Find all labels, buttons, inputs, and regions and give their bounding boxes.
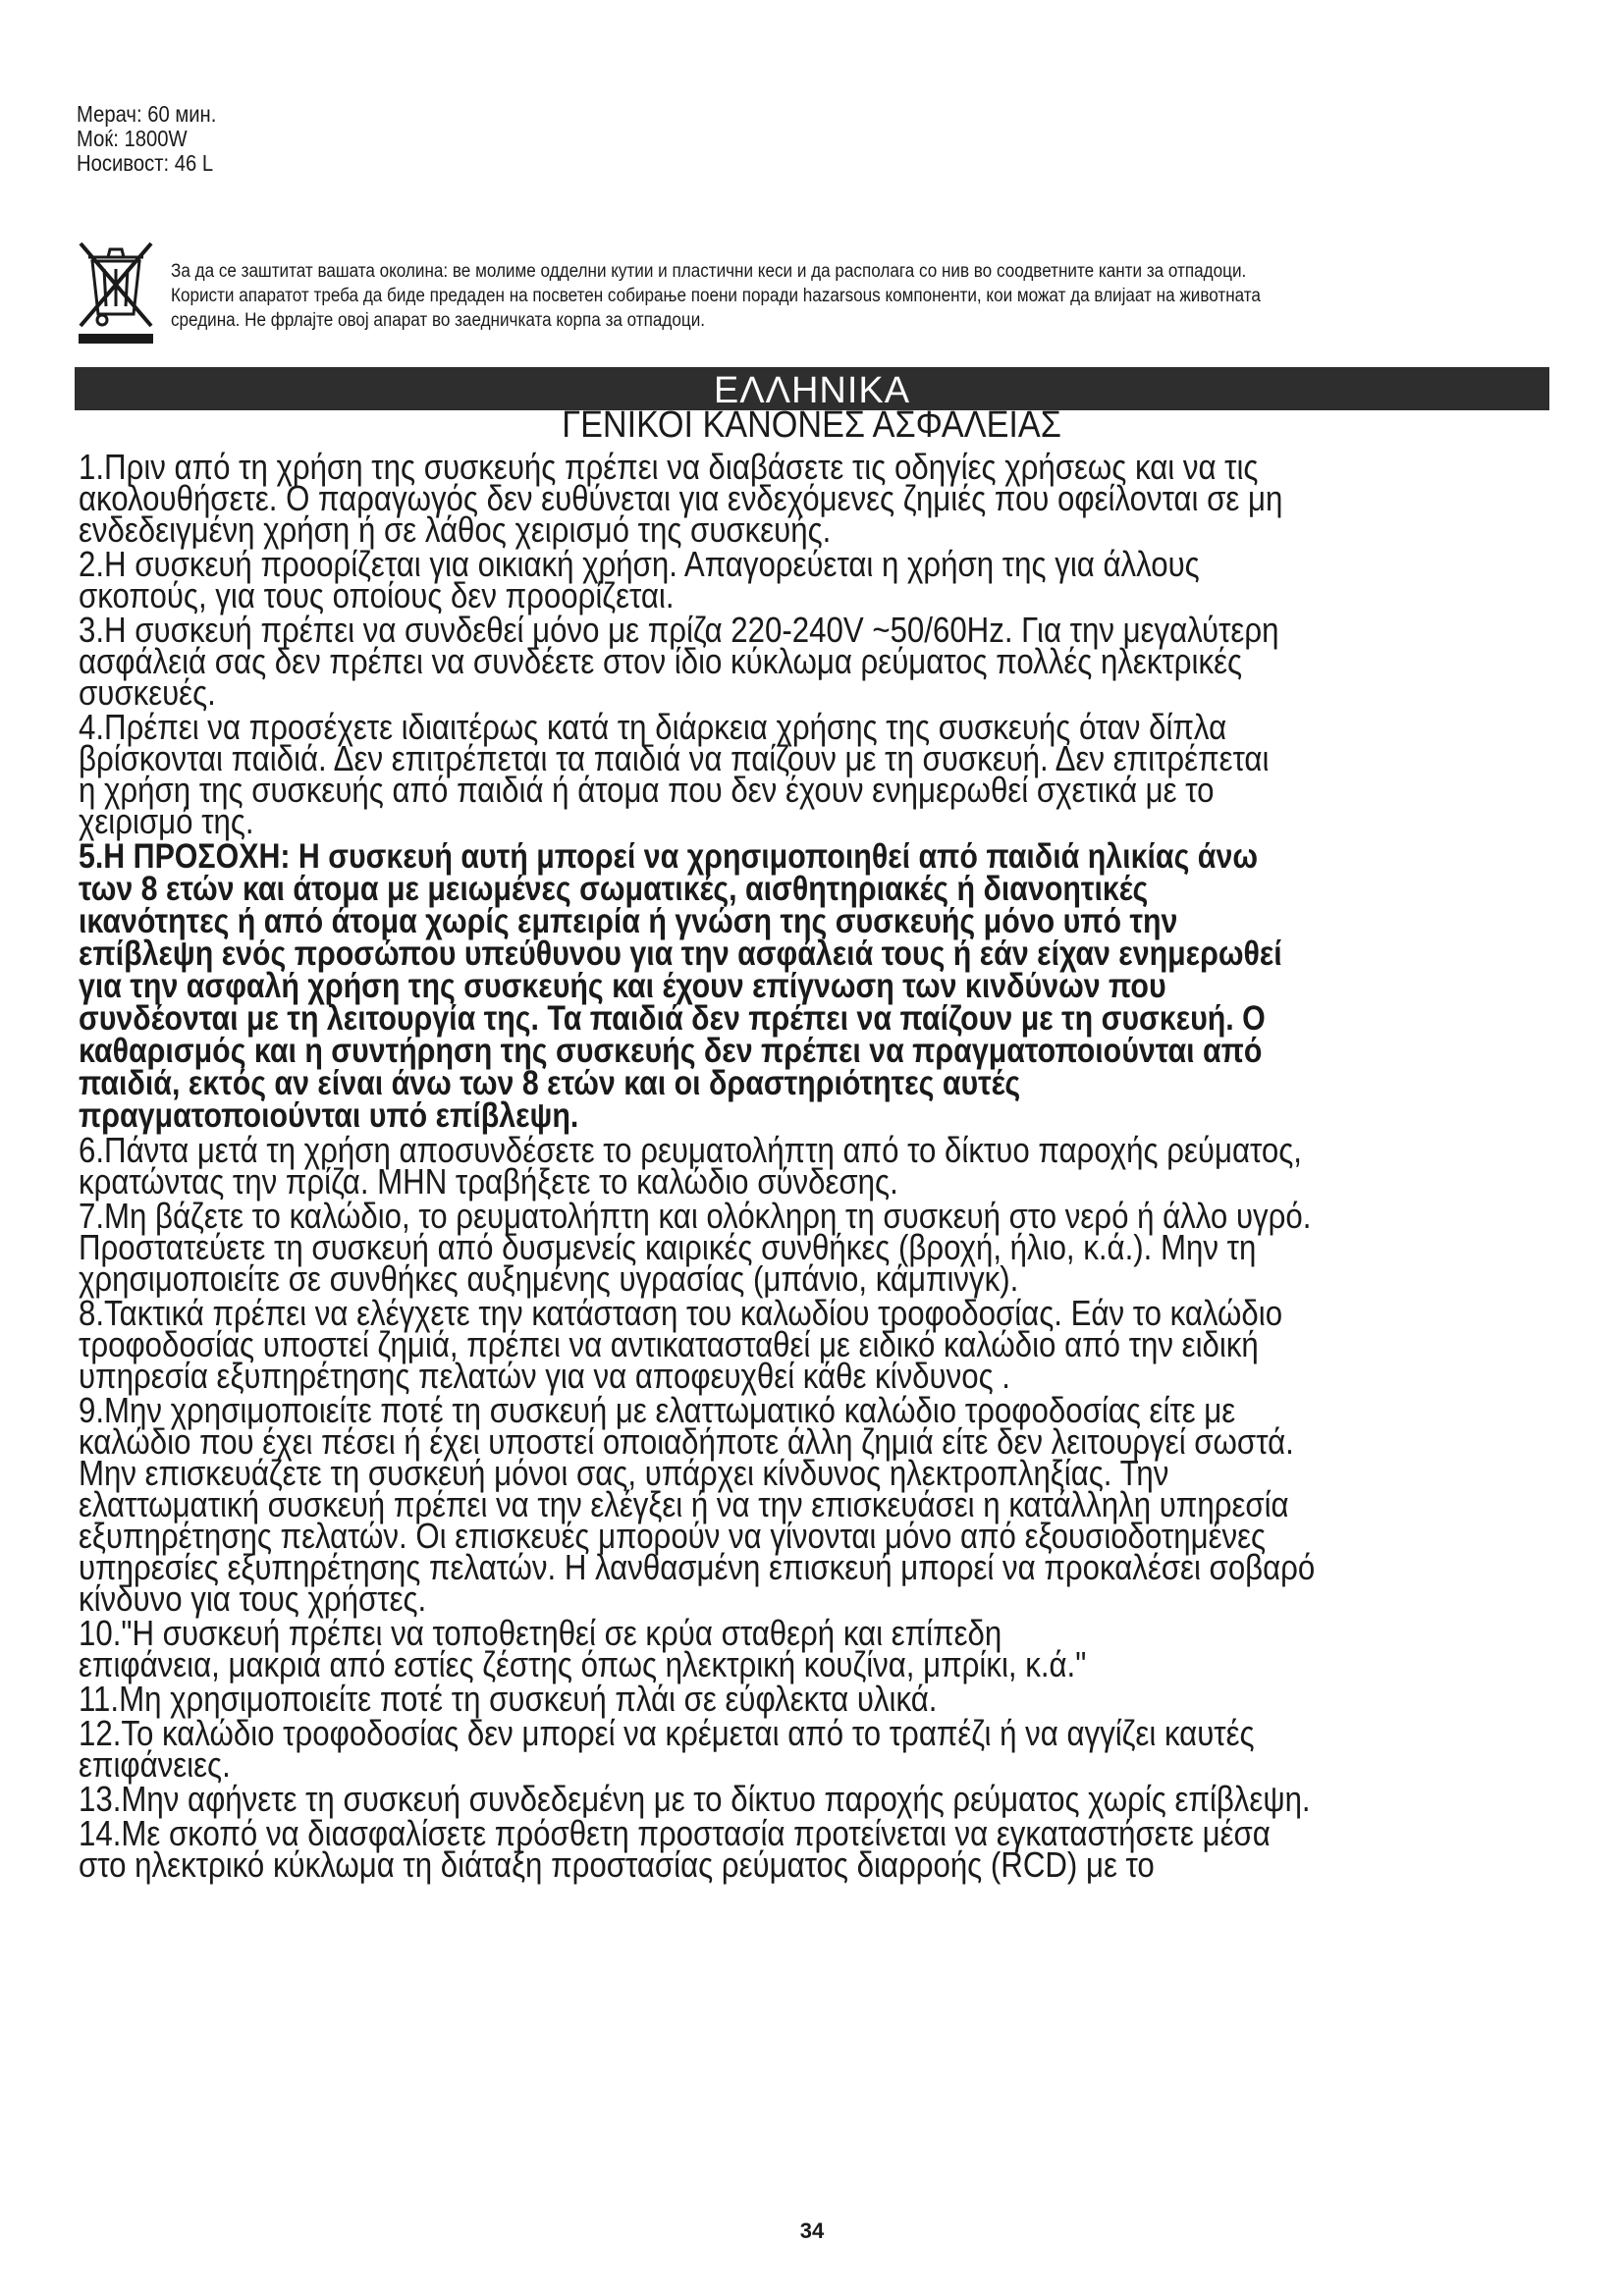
rule-line: 5.Η ΠΡΟΣΟΧΗ: Η συσκευή αυτή μπορεί να χρησιμοποιηθεί από παιδιά ηλικίας άνω xyxy=(79,837,1258,876)
rule-line: 12.Το καλώδιο τροφοδοσίας δεν μπορεί να κρέμεται από το τραπέζι ή να αγγίζει καυτές xyxy=(79,1713,1255,1753)
rule-line: 4.Πρέπει να προσέχετε ιδιαιτέρως κατά τη διάρκεια χρήσης της συσκευής όταν δίπλα xyxy=(79,707,1227,747)
rule-line: στο ηλεκτρικό κύκλωμα τη διάταξη προστασίας ρεύματος διαρροής (RCD) με το xyxy=(79,1844,1155,1885)
rule-line: πραγματοποιούνται υπό επίβλεψη. xyxy=(79,1096,579,1135)
safety-rule-8 xyxy=(79,1293,1551,1396)
safety-rule-9 xyxy=(79,1390,1551,1619)
rule-line: Μην επισκευάζετε τη συσκευή μόνοι σας, υπάρχει κίνδυνος ηλεκτροπληξίας. Την xyxy=(79,1453,1169,1493)
safety-rule-6 xyxy=(79,1130,1551,1201)
rule-line: χειρισμό της. xyxy=(79,801,254,841)
safety-rule-10 xyxy=(79,1613,1551,1684)
rule-line: 11.Μη χρησιμοποιείτε ποτέ τη συσκευή πλάι σε εύφλεκτα υλικά. xyxy=(79,1679,938,1719)
rule-line: παιδιά, εκτός αν είναι άνω των 8 ετών και οι δραστηριότητες αυτές xyxy=(79,1064,1021,1102)
safety-rule-4 xyxy=(79,707,1551,841)
rule-line: καθαρισμός και η συντήρηση της συσκευής δεν πρέπει να πραγματοποιούνται από xyxy=(79,1032,1263,1070)
rule-line: για την ασφαλή χρήση της συσκευής και έχουν επίγνωση των κινδύνων που xyxy=(79,967,1166,1005)
rule-line: η χρήση της συσκευής από παιδιά ή άτομα που δεν έχουν ενημερωθεί σχετικά με το xyxy=(79,770,1215,810)
rule-line: συσκευές. xyxy=(79,672,216,713)
rule-line: τροφοδοσίας υποστεί ζημιά, πρέπει να αντικατασταθεί με ειδικό καλώδιο από την ειδική xyxy=(79,1324,1259,1364)
section-title-text: ΓΕΝΙΚΟΙ ΚΑΝΟΝΕΣ ΑΣΦΑΛΕΙΑΣ xyxy=(562,404,1062,446)
rule-line: 9.Μην χρησιμοποιείτε ποτέ τη συσκευή με ελαττωματικό καλώδιο τροφοδοσίας είτε με xyxy=(79,1390,1236,1430)
safety-rule-5 xyxy=(79,837,1551,1135)
rule-line: 14.Με σκοπό να διασφαλίσετε πρόσθετη προστασία προτείνεται να εγκαταστήσετε μέσα xyxy=(79,1813,1271,1853)
rule-line: ενδεδειγμένη χρήση ή σε λάθος χειρισμό της συσκευής. xyxy=(79,509,832,550)
rule-line: Προστατεύετε τη συσκευή από δυσμενείς καιρικές συνθήκες (βροχή, ήλιο, κ.ά.). Μην τη xyxy=(79,1227,1257,1267)
spec-timer: Мерач: 60 мин. xyxy=(77,101,217,127)
rule-line: 1.Πριν από τη χρήση της συσκευής πρέπει να διαβάσετε τις οδηγίες χρήσεως και να τις xyxy=(79,447,1259,487)
environment-notice xyxy=(171,259,1585,333)
safety-rule-12 xyxy=(79,1713,1551,1785)
safety-rule-3 xyxy=(79,610,1551,713)
rule-line: επιφάνειες. xyxy=(79,1744,231,1785)
rule-line: ικανότητες ή από άτομα χωρίς εμπειρία ή γνώση της συσκευής μόνο υπό την xyxy=(79,902,1178,940)
rule-line: επιφάνεια, μακριά από εστίες ζέστης όπως ηλεκτρική κουζίνα, μπρίκι, κ.ά." xyxy=(79,1644,1087,1684)
rule-line: 3.Η συσκευή πρέπει να συνδεθεί μόνο με πρίζα 220-240V ~50/60Hz. Για την μεγαλύτερη xyxy=(79,610,1279,650)
safety-rule-13 xyxy=(79,1779,1551,1819)
safety-rule-14 xyxy=(79,1813,1551,1885)
rule-line: 2.Η συσκευή προορίζεται για οικιακή χρήση. Απαγορεύεται η χρήση της για άλλους xyxy=(79,544,1200,584)
rule-line: 6.Πάντα μετά τη χρήση αποσυνδέσετε το ρευματολήπτη από το δίκτυο παροχής ρεύματος, xyxy=(79,1130,1302,1170)
env-line: За да се заштитат вашата околина: ве молиме одделни кутии и пластични кеси и да располага со нив во соодветните канти за отпадоци. xyxy=(171,261,1247,282)
rule-line: βρίσκονται παιδιά. Δεν επιτρέπεται τα παιδιά να παίζουν με τη συσκευή. Δεν επιτρέπεται xyxy=(79,738,1270,778)
rule-line: ελαττωματική συσκευή πρέπει να την ελέγξει ή να την επισκευάσει η κατάλληλη υπηρεσία xyxy=(79,1484,1289,1524)
env-line: средина. Не фрлајте овој апарат во заедничката корпа за отпадоци. xyxy=(171,310,705,331)
safety-rules-body xyxy=(79,447,1551,1885)
specifications xyxy=(77,102,595,176)
crossed-out-wheelie-bin-icon xyxy=(75,236,157,346)
rule-line: κίνδυνο για τους χρήστες. xyxy=(79,1578,427,1619)
rule-line: υπηρεσίες εξυπηρέτησης πελατών. Η λανθασμένη επισκευή μπορεί να προκαλέσει σοβαρό xyxy=(79,1547,1316,1587)
page-number: 34 xyxy=(799,2218,825,2243)
rule-line: εξυπηρέτησης πελατών. Οι επισκευές μπορούν να γίνονται μόνο από εξουσιοδοτημένες xyxy=(79,1516,1267,1556)
safety-rule-7 xyxy=(79,1196,1551,1299)
rule-line: 13.Μην αφήνετε τη συσκευή συνδεδεμένη με το δίκτυο παροχής ρεύματος χωρίς επίβλεψη. xyxy=(79,1779,1311,1819)
safety-rule-1 xyxy=(79,447,1551,550)
rule-line: σκοπούς, για τους οποίους δεν προορίζεται. xyxy=(79,575,675,615)
rule-line: χρησιμοποιείτε σε συνθήκες αυξημένης υγρασίας (μπάνιο, κάμπινγκ). xyxy=(79,1258,1019,1299)
spec-power: Моќ: 1800W xyxy=(77,126,188,151)
rule-line: επίβλεψη ενός προσώπου υπεύθυνου για την ασφάλειά τους ή εάν είχαν ενημερωθεί xyxy=(79,934,1282,973)
rule-line: κρατώντας την πρίζα. ΜΗΝ τραβήξετε το καλώδιο σύνδεσης. xyxy=(79,1161,898,1201)
safety-rule-11 xyxy=(79,1679,1551,1719)
rule-line: συνδέονται με τη λειτουργία της. Τα παιδιά δεν πρέπει να παίζουν με τη συσκευή. Ο xyxy=(79,999,1266,1038)
spec-capacity: Носивост: 46 L xyxy=(77,150,214,176)
rule-line: υπηρεσία εξυπηρέτησης πελατών για να αποφευχθεί κάθε κίνδυνος . xyxy=(79,1356,1010,1396)
language-heading-bar: ΕΛΛΗΝΙΚΑ xyxy=(75,367,1549,410)
section-title xyxy=(0,405,1624,445)
rule-line: των 8 ετών και άτομα με μειωμένες σωματικές, αισθητηριακές ή διανοητικές xyxy=(79,870,1149,908)
safety-rule-2 xyxy=(79,544,1551,615)
rule-line: 8.Τακτικά πρέπει να ελέγχετε την κατάσταση του καλωδίου τροφοδοσίας. Εάν το καλώδιο xyxy=(79,1293,1283,1333)
env-line: Користи апаратот треба да биде предаден на посветен собирање поени поради hazarsous компоненти, кои можат да влијаат на животната xyxy=(171,286,1261,306)
rule-line: 10."Η συσκευή πρέπει να τοποθετηθεί σε κρύα σταθερή και επίπεδη xyxy=(79,1613,1002,1653)
rule-line: καλώδιο που έχει πέσει ή έχει υποστεί οποιαδήποτε άλλη ζημιά είτε δεν λειτουργεί σωστά. xyxy=(79,1421,1294,1462)
rule-line: ακολουθήσετε. Ο παραγωγός δεν ευθύνεται για ενδεχόμενες ζημιές που οφείλονται σε μη xyxy=(79,478,1283,518)
rule-line: ασφάλειά σας δεν πρέπει να συνδέετε στον ίδιο κύκλωμα ρεύματος πολλές ηλεκτρικές xyxy=(79,641,1243,681)
rule-line: 7.Μη βάζετε το καλώδιο, το ρευματολήπτη και ολόκληρη τη συσκευή στο νερό ή άλλο υγρό. xyxy=(79,1196,1312,1236)
